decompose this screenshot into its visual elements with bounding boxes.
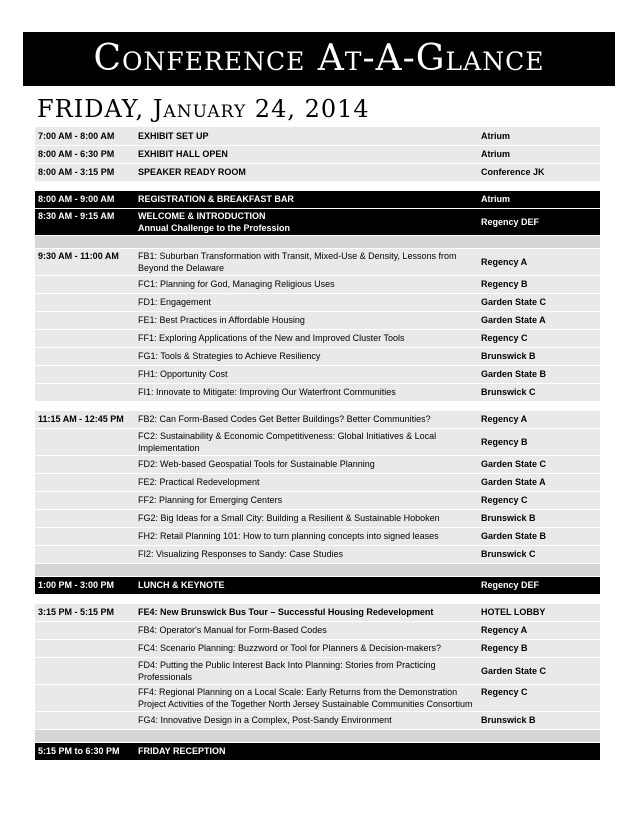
session-room: Garden State A xyxy=(478,311,600,329)
session-title: FF4: Regional Planning on a Local Scale: Early Returns from the Demonstration Project Activities of the Together North Jersey Sustainable Communities Consortium xyxy=(135,684,478,711)
session-time: 3:15 PM - 5:15 PM xyxy=(35,603,135,621)
session-room: Regency DEF xyxy=(478,576,600,594)
session-title: FD4: Putting the Public Interest Back Into Planning: Stories from Practicing Professionals xyxy=(135,657,478,684)
session-time: 7:00 AM - 8:00 AM xyxy=(35,127,135,145)
row-spacer xyxy=(35,235,600,248)
session-title: FG2: Big Ideas for a Small City: Building a Resilient & Sustainable Hoboken xyxy=(135,509,478,527)
session-title: FD1: Engagement xyxy=(135,293,478,311)
session-room: Conference JK xyxy=(478,163,600,181)
session-time: 9:30 AM - 11:00 AM xyxy=(35,248,135,275)
session-title: FB1: Suburban Transformation with Transit, Mixed-Use & Density, Lessons from Beyond the Delaware xyxy=(135,248,478,275)
session-time: 8:30 AM - 9:15 AM xyxy=(35,208,135,235)
table-row xyxy=(35,293,600,311)
session-title: FG4: Innovative Design in a Complex, Post-Sandy Environment xyxy=(135,711,478,729)
session-room: Brunswick B xyxy=(478,347,600,365)
session-title: FE1: Best Practices in Affordable Housing xyxy=(135,311,478,329)
session-room: Garden State C xyxy=(478,455,600,473)
session-time xyxy=(35,455,135,473)
session-room: Regency DEF xyxy=(478,208,600,235)
session-time xyxy=(35,711,135,729)
session-time xyxy=(35,545,135,563)
session-time xyxy=(35,383,135,401)
table-row xyxy=(35,639,600,657)
session-room: HOTEL LOBBY xyxy=(478,603,600,621)
session-room: Brunswick B xyxy=(478,711,600,729)
table-row xyxy=(35,428,600,455)
table-row xyxy=(35,657,600,684)
session-room: Atrium xyxy=(478,190,600,208)
table-row xyxy=(35,527,600,545)
table-row xyxy=(35,383,600,401)
table-row xyxy=(35,347,600,365)
table-row xyxy=(35,742,600,760)
session-time: 11:15 AM - 12:45 PM xyxy=(35,410,135,428)
conference-title: Conference At-A-Glance xyxy=(23,32,615,86)
table-row xyxy=(35,311,600,329)
table-row xyxy=(35,711,600,729)
table-row xyxy=(35,208,600,235)
session-time xyxy=(35,365,135,383)
session-time xyxy=(35,684,135,711)
table-row xyxy=(35,275,600,293)
session-room: Regency A xyxy=(478,410,600,428)
session-title: FE2: Practical Redevelopment xyxy=(135,473,478,491)
session-time xyxy=(35,473,135,491)
session-title: FD2: Web-based Geospatial Tools for Sustainable Planning xyxy=(135,455,478,473)
session-title: FRIDAY RECEPTION xyxy=(135,742,478,760)
table-row xyxy=(35,329,600,347)
session-time: 8:00 AM - 6:30 PM xyxy=(35,145,135,163)
session-title: FF1: Exploring Applications of the New and Improved Cluster Tools xyxy=(135,329,478,347)
session-time xyxy=(35,311,135,329)
table-row xyxy=(35,145,600,163)
session-title: FB2: Can Form-Based Codes Get Better Buildings? Better Communities? xyxy=(135,410,478,428)
session-room: Brunswick C xyxy=(478,383,600,401)
session-title: FI2: Visualizing Responses to Sandy: Case Studies xyxy=(135,545,478,563)
session-room: Regency C xyxy=(478,329,600,347)
session-title: FC4: Scenario Planning: Buzzword or Tool for Planners & Decision-makers? xyxy=(135,639,478,657)
session-time: 8:00 AM - 9:00 AM xyxy=(35,190,135,208)
session-time xyxy=(35,428,135,455)
session-cell xyxy=(135,208,478,235)
session-title: FG1: Tools & Strategies to Achieve Resiliency xyxy=(135,347,478,365)
session-title: SPEAKER READY ROOM xyxy=(135,163,478,181)
session-room: Garden State C xyxy=(478,293,600,311)
table-row xyxy=(35,545,600,563)
session-title: FB4: Operator's Manual for Form-Based Codes xyxy=(135,621,478,639)
session-time: 5:15 PM to 6:30 PM xyxy=(35,742,135,760)
session-time: 1:00 PM - 3:00 PM xyxy=(35,576,135,594)
table-row xyxy=(35,473,600,491)
table-row xyxy=(35,365,600,383)
row-spacer xyxy=(35,181,600,190)
table-row xyxy=(35,684,600,711)
session-time xyxy=(35,491,135,509)
table-row xyxy=(35,491,600,509)
session-time xyxy=(35,621,135,639)
session-title: WELCOME & INTRODUCTION xyxy=(138,210,266,221)
session-room: Garden State B xyxy=(478,365,600,383)
session-room: Atrium xyxy=(478,127,600,145)
session-time xyxy=(35,639,135,657)
session-time: 8:00 AM - 3:15 PM xyxy=(35,163,135,181)
session-title: FC1: Planning for God, Managing Religious Uses xyxy=(135,275,478,293)
session-room: Garden State B xyxy=(478,527,600,545)
session-title: LUNCH & KEYNOTE xyxy=(135,576,478,594)
session-title: FC2: Sustainability & Economic Competitiveness: Global Initiatives & Local Implementation xyxy=(135,428,478,455)
session-title: FE4: New Brunswick Bus Tour – Successful Housing Redevelopment xyxy=(135,603,478,621)
session-room: Regency C xyxy=(478,491,600,509)
table-row xyxy=(35,509,600,527)
session-title: EXHIBIT SET UP xyxy=(135,127,478,145)
table-row xyxy=(35,603,600,621)
session-room: Brunswick B xyxy=(478,509,600,527)
row-spacer xyxy=(35,594,600,603)
session-time xyxy=(35,657,135,684)
table-row xyxy=(35,455,600,473)
session-title: FH2: Retail Planning 101: How to turn planning concepts into signed leases xyxy=(135,527,478,545)
session-room: Regency A xyxy=(478,248,600,275)
session-title: REGISTRATION & BREAKFAST BAR xyxy=(135,190,478,208)
table-row xyxy=(35,621,600,639)
table-row xyxy=(35,190,600,208)
session-subtitle: Annual Challenge to the Profession xyxy=(138,222,291,233)
session-room: Garden State A xyxy=(478,473,600,491)
table-row xyxy=(35,127,600,145)
session-room: Atrium xyxy=(478,145,600,163)
table-row xyxy=(35,163,600,181)
session-room: Garden State C xyxy=(478,657,600,684)
schedule-table xyxy=(35,127,600,761)
row-spacer xyxy=(35,563,600,576)
session-time xyxy=(35,347,135,365)
session-room: Regency A xyxy=(478,621,600,639)
day-heading: FRIDAY, January 24, 2014 xyxy=(37,95,370,123)
session-room: Regency B xyxy=(478,275,600,293)
table-row xyxy=(35,410,600,428)
session-title: FF2: Planning for Emerging Centers xyxy=(135,491,478,509)
session-room: Regency B xyxy=(478,428,600,455)
session-title: FI1: Innovate to Mitigate: Improving Our Waterfront Communities xyxy=(135,383,478,401)
row-spacer xyxy=(35,401,600,410)
session-title: EXHIBIT HALL OPEN xyxy=(135,145,478,163)
row-spacer xyxy=(35,729,600,742)
session-room xyxy=(478,742,600,760)
session-room: Brunswick C xyxy=(478,545,600,563)
session-room: Regency B xyxy=(478,639,600,657)
table-row xyxy=(35,248,600,275)
session-room: Regency C xyxy=(478,684,600,711)
session-title: FH1: Opportunity Cost xyxy=(135,365,478,383)
session-time xyxy=(35,293,135,311)
session-time xyxy=(35,275,135,293)
session-time xyxy=(35,509,135,527)
table-row xyxy=(35,576,600,594)
session-time xyxy=(35,329,135,347)
session-time xyxy=(35,527,135,545)
